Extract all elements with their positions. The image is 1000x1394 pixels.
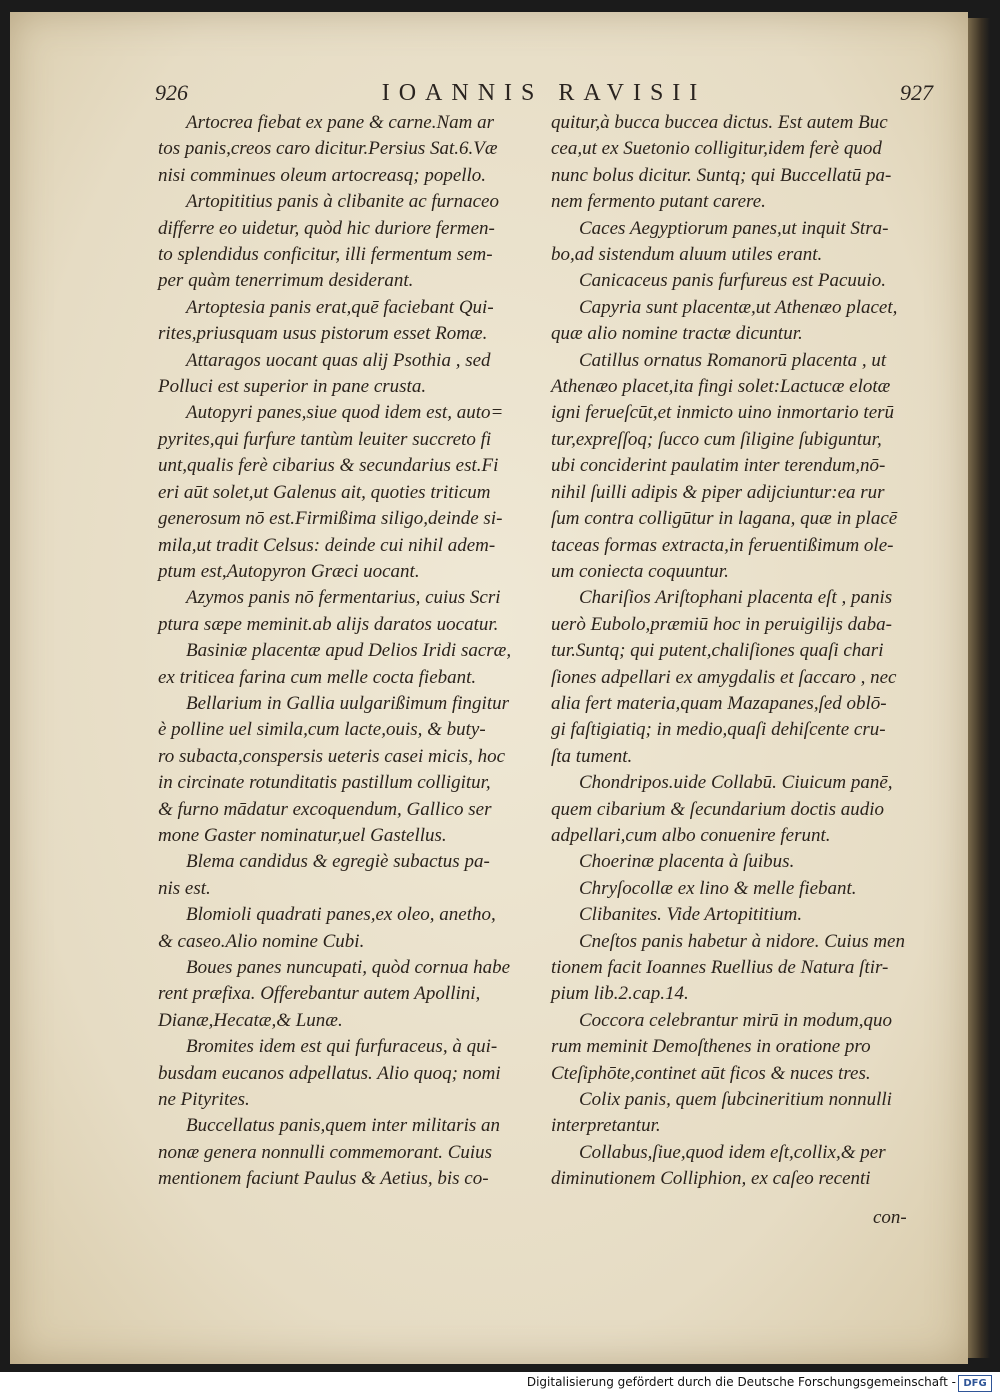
text-line: Boues panes nuncupati, quòd cornua habe	[186, 957, 511, 978]
text-line: nihil ſuilli adipis & piper adijciuntur:ea rur	[551, 481, 885, 503]
text-line: per quàm tenerrimum desiderant.	[158, 270, 414, 292]
text-line: tur.Suntq; qui putent,chaliſiones quaſi chari	[551, 640, 884, 662]
text-line: Colix panis, quem ſubcineritium nonnulli	[579, 1089, 892, 1111]
right-page-number: 927	[900, 80, 933, 105]
dictionary-entry	[551, 110, 935, 216]
text-line: Chryſocollæ ex lino & melle fiebant.	[579, 877, 857, 899]
text-line: mila,ut tradit Celsus: deinde cui nihil adem-	[158, 534, 496, 556]
catchword: con-	[873, 1207, 907, 1228]
text-line: pyrites,qui furfure tantùm leuiter succreto fi	[158, 428, 492, 450]
text-line: taceas formas extracta,in feruentißimum ole-	[551, 534, 894, 556]
text-line: mone Gaster nominatur,uel Gastellus.	[158, 824, 447, 846]
text-line: Bellarium in Gallia uulgarißimum fingitur	[186, 692, 510, 714]
text-line: Choerinæ placenta à ſuibus.	[579, 851, 795, 873]
text-line: rites,priusquam usus pistorum esset Romæ.	[158, 323, 488, 345]
text-line: eri aūt solet,ut Galenus ait, quoties triticum	[158, 481, 491, 503]
dictionary-entry	[158, 691, 540, 849]
text-line: nisi comminues oleum artocreasq; popello.	[158, 164, 487, 186]
text-line: Artopititius panis à clibanite ac furnaceo	[186, 191, 499, 213]
text-line: quæ alio nomine tractæ dicuntur.	[551, 323, 803, 345]
text-line: Clibanites. Vide Artopititium.	[579, 904, 803, 926]
text-line: Autopyri panes,siue quod idem est, auto=	[186, 402, 504, 424]
text-line: busdam eucanos adpellatus. Alio quoq; nomi	[158, 1062, 501, 1084]
dictionary-entry	[551, 1140, 935, 1193]
text-line: quem cibarium & ſecundarium doctis audio	[551, 798, 884, 820]
text-line: ſiones adpellari ex amygdalis et ſaccaro , nec	[551, 666, 897, 688]
text-line: uerò Eubolo,præmiū hoc in peruigilijs daba-	[551, 613, 892, 635]
text-line: Buccellatus panis,quem inter militaris an	[186, 1115, 501, 1137]
dictionary-entry	[551, 268, 935, 294]
text-line: diminutionem Colliphion, ex caſeo recenti	[551, 1168, 871, 1190]
text-line: ptura sæpe meminit.ab alijs daratos uocatur.	[158, 613, 499, 635]
funding-credit: Digitalisierung gefördert durch die Deutsche Forschungsgemeinschaft -	[526, 1375, 956, 1389]
text-line: Cneſtos panis habetur à nidore. Cuius men	[579, 930, 905, 952]
text-line: Chondripos.uide Collabū. Ciuicum panē,	[579, 772, 893, 794]
text-line: Chariſios Ariſtophani placenta eſt , panis	[579, 587, 893, 609]
text-line: to splendidus conficitur, illi fermentum sem-	[158, 244, 493, 266]
page-edge	[968, 18, 990, 1358]
text-line: bo,ad sistendum aluum utiles erant.	[551, 244, 823, 266]
text-line: & furno mādatur excoquendum, Gallico ser	[158, 798, 492, 820]
text-line: è polline uel simila,cum lacte,ouis, & buty-	[158, 719, 486, 741]
text-line: Blomioli quadrati panes,ex oleo, anetho,	[186, 904, 496, 926]
text-line: Basiniæ placentæ apud Delios Iridi sacræ,	[186, 640, 512, 662]
text-line: Cteſiphōte,continet aūt ficos & nuces tres.	[551, 1062, 871, 1084]
text-line: adpellari,cum albo conuenire ferunt.	[551, 824, 831, 846]
text-line: generosum nō est.Firmißima siligo,deinde si-	[158, 508, 503, 530]
footer-bar	[0, 1372, 1000, 1394]
text-line: Polluci est superior in pane crusta.	[158, 376, 427, 398]
text-line: Dianæ,Hecatæ,& Lunæ.	[158, 1009, 343, 1031]
text-line: Artocrea fiebat ex pane & carne.Nam ar	[186, 112, 494, 133]
dictionary-entry	[551, 1087, 935, 1140]
dictionary-entry	[551, 585, 935, 770]
text-line: nis est.	[158, 877, 211, 899]
text-line: differre eo uidetur, quòd hic duriore fermen-	[158, 217, 495, 239]
text-line: & caseo.Alio nomine Cubi.	[158, 930, 365, 952]
text-line: ex triticea farina cum melle cocta fiebant.	[158, 666, 477, 688]
text-line: gi faſtigiatiq; in medio,quaſi dehiſcente cru-	[551, 719, 886, 741]
page-header	[155, 80, 933, 112]
text-line: um coniecta coquuntur.	[551, 560, 729, 582]
dictionary-entry	[158, 849, 540, 902]
text-line: Blema candidus & egregiè subactus pa-	[186, 851, 490, 873]
text-line: Attaragos uocant quas alij Psothia , sed	[186, 349, 491, 371]
text-line: rum meminit Demoſthenes in oratione pro	[551, 1036, 871, 1058]
text-line: ptum est,Autopyron Græci uocant.	[158, 560, 420, 582]
text-line: Azymos panis nō fermentarius, cuius Scri	[186, 587, 501, 609]
text-line: Coccora celebrantur mirū in modum,quo	[579, 1009, 892, 1031]
text-line: tur,expreſſoq; ſucco cum ſiligine ſubiguntur,	[551, 428, 882, 450]
text-line: unt,qualis ferè cibarius & secundarius est.Fi	[158, 455, 499, 477]
text-line: Canicaceus panis furfureus est Pacuuio.	[579, 270, 886, 292]
running-title: IOANNIS RAVISII	[381, 80, 707, 106]
text-line: in circinate rotunditatis pastillum colligitur,	[158, 772, 491, 794]
right-text-column	[551, 110, 935, 1193]
text-line: rent præfixa. Offerebantur autem Apollini,	[158, 983, 481, 1005]
dictionary-entry	[158, 1113, 540, 1192]
text-line: Bromites idem est qui furfuraceus, à qui-	[186, 1036, 498, 1058]
text-line: ne Pityrites.	[158, 1089, 250, 1111]
dictionary-entry	[551, 1008, 935, 1087]
text-line: alia fert materia,quam Mazapanes,ſed oblō-	[551, 692, 887, 714]
dfg-logo-icon: DFG	[958, 1375, 992, 1392]
dictionary-entry	[158, 110, 540, 189]
dictionary-entry	[158, 348, 540, 401]
dictionary-entry	[158, 585, 540, 638]
text-line: ubi conciderint paulatim inter terendum,nō-	[551, 455, 886, 477]
dictionary-entry	[551, 876, 935, 902]
text-line: tos panis,creos caro dicitur.Persius Sat.6.Væ	[158, 138, 498, 160]
text-line: nunc bolus dicitur. Suntq; qui Buccellatū pa-	[551, 164, 892, 186]
text-line: Artoptesia panis erat,quē faciebant Qui-	[186, 296, 494, 318]
text-line: Caces Aegyptiorum panes,ut inquit Stra-	[579, 217, 889, 239]
text-line: Catillus ornatus Romanorū placenta , ut	[579, 349, 887, 371]
dictionary-entry	[158, 1034, 540, 1113]
text-line: Capyria sunt placentæ,ut Athenæo placet,	[579, 296, 898, 318]
dictionary-entry	[158, 295, 540, 348]
text-line: interpretantur.	[551, 1115, 661, 1137]
left-page-number: 926	[155, 80, 188, 105]
left-text-column	[158, 110, 540, 1193]
text-line: nonæ genera nonnulli commemorant. Cuius	[158, 1141, 493, 1163]
text-line: mentionem faciunt Paulus & Aetius, bis co-	[158, 1168, 489, 1190]
dictionary-entry	[158, 400, 540, 585]
text-line: ro subacta,conspersis ueteris casei micis, hoc	[158, 745, 506, 767]
dictionary-entry	[551, 902, 935, 928]
text-line: ſum contra colligūtur in lagana, quæ in placē	[551, 508, 898, 530]
dictionary-entry	[551, 216, 935, 269]
text-line: ſta tument.	[551, 745, 633, 767]
dictionary-entry	[551, 348, 935, 586]
text-line: Collabus,ſiue,quod idem eſt,collix,& per	[579, 1141, 886, 1163]
text-line: pium lib.2.cap.14.	[551, 983, 689, 1005]
dictionary-entry	[551, 929, 935, 1008]
text-line: quitur,à bucca buccea dictus. Est autem Buc	[551, 112, 888, 133]
text-line: tionem facit Ioannes Ruellius de Natura ſtir-	[551, 957, 889, 978]
dictionary-entry	[158, 189, 540, 295]
dictionary-entry	[158, 902, 540, 955]
text-line: nem fermento putant carere.	[551, 191, 766, 213]
dictionary-entry	[551, 770, 935, 849]
text-line: igni ferueſcūt,et inmicto uino inmortario terū	[551, 402, 895, 424]
dictionary-entry	[158, 955, 540, 1034]
text-line: cea,ut ex Suetonio colligitur,idem ferè quod	[551, 138, 882, 160]
dictionary-entry	[551, 295, 935, 348]
text-line: Athenæo placet,ita fingi solet:Lactucæ elotæ	[551, 376, 891, 398]
dictionary-entry	[158, 638, 540, 691]
dictionary-entry	[551, 849, 935, 875]
